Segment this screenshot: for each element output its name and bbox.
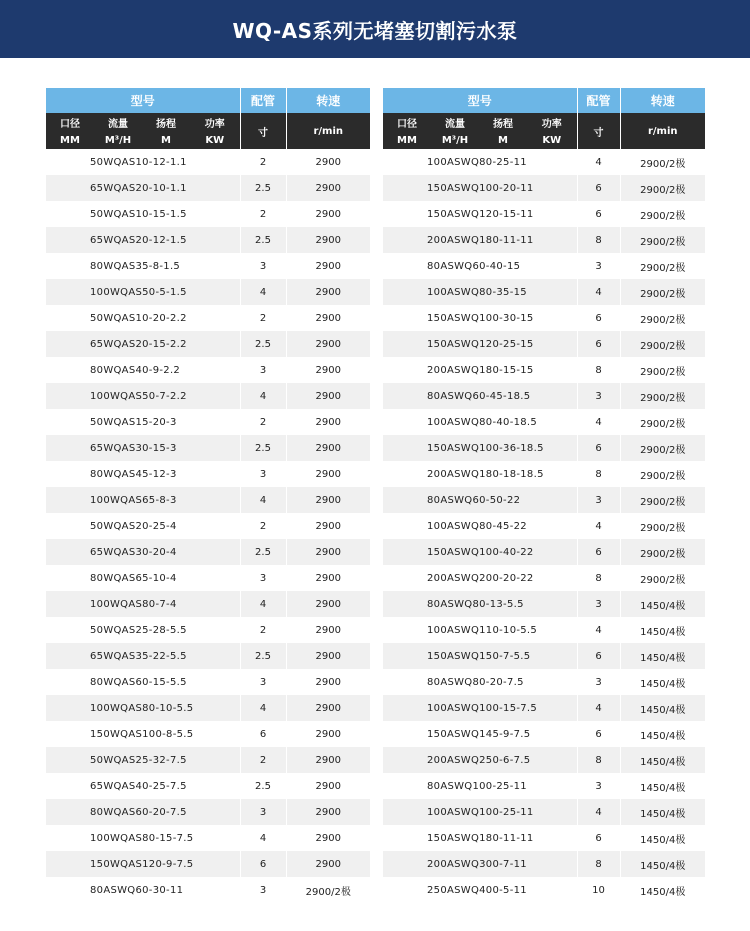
- model-cell: 100WQAS80-15-7.5: [46, 825, 240, 851]
- model-cell: 150ASWQ120-15-11: [383, 201, 577, 227]
- pipe-cell: 3: [577, 487, 620, 513]
- table-row: [46, 357, 370, 383]
- pipe-cell: 2.5: [240, 175, 286, 201]
- table-row: [46, 799, 370, 825]
- pipe-cell: 3: [240, 565, 286, 591]
- model-cell: 150ASWQ145-9-7.5: [383, 721, 577, 747]
- model-cell: 80WQAS40-9-2.2: [46, 357, 240, 383]
- model-cell: 200ASWQ180-18-18.5: [383, 461, 577, 487]
- speed-cell: 2900/2极: [620, 409, 705, 435]
- speed-cell: 2900/2极: [620, 383, 705, 409]
- speed-cell: 2900/2极: [620, 513, 705, 539]
- table-row: [383, 539, 705, 565]
- speed-cell: 2900: [286, 851, 370, 877]
- model-cell: 200ASWQ180-15-15: [383, 357, 577, 383]
- table-row: [46, 487, 370, 513]
- pipe-cell: 8: [577, 227, 620, 253]
- table-row: [46, 383, 370, 409]
- table-row: [383, 747, 705, 773]
- pipe-cell: 2: [240, 201, 286, 227]
- header-bore: 口径: [383, 113, 431, 131]
- table-row: [46, 617, 370, 643]
- pipe-cell: 2.5: [240, 331, 286, 357]
- pipe-cell: 4: [240, 591, 286, 617]
- speed-cell: 2900: [286, 201, 370, 227]
- model-cell: 150ASWQ100-30-15: [383, 305, 577, 331]
- table-row: [46, 513, 370, 539]
- model-cell: 65WQAS30-20-4: [46, 539, 240, 565]
- model-cell: 100ASWQ80-25-11: [383, 149, 577, 175]
- model-cell: 50WQAS10-20-2.2: [46, 305, 240, 331]
- pipe-cell: 8: [577, 851, 620, 877]
- model-cell: 65WQAS40-25-7.5: [46, 773, 240, 799]
- speed-cell: 1450/4极: [620, 721, 705, 747]
- pipe-cell: 3: [240, 357, 286, 383]
- speed-cell: 1450/4极: [620, 643, 705, 669]
- model-cell: 100ASWQ110-10-5.5: [383, 617, 577, 643]
- speed-cell: 2900: [286, 695, 370, 721]
- speed-cell: 1450/4极: [620, 617, 705, 643]
- table-row: [46, 461, 370, 487]
- model-cell: 200ASWQ300-7-11: [383, 851, 577, 877]
- pipe-cell: 4: [577, 513, 620, 539]
- model-cell: 80ASWQ100-25-11: [383, 773, 577, 799]
- model-cell: 150WQAS100-8-5.5: [46, 721, 240, 747]
- pipe-cell: 6: [240, 851, 286, 877]
- table-row: [383, 799, 705, 825]
- pipe-cell: 4: [577, 149, 620, 175]
- table-row: [383, 383, 705, 409]
- pipe-cell: 2: [240, 513, 286, 539]
- speed-cell: 1450/4极: [620, 851, 705, 877]
- model-cell: 80WQAS60-20-7.5: [46, 799, 240, 825]
- speed-cell: 2900/2极: [286, 877, 370, 903]
- table-row: [46, 825, 370, 851]
- model-cell: 100ASWQ100-25-11: [383, 799, 577, 825]
- model-cell: 50WQAS25-28-5.5: [46, 617, 240, 643]
- header-model: 型号: [46, 88, 240, 113]
- table-row: [383, 201, 705, 227]
- speed-cell: 2900: [286, 617, 370, 643]
- pipe-cell: 10: [577, 877, 620, 903]
- header-head: 扬程: [479, 113, 527, 131]
- speed-cell: 2900/2极: [620, 565, 705, 591]
- table-row: [383, 643, 705, 669]
- speed-cell: 2900: [286, 149, 370, 175]
- pipe-cell: 4: [577, 617, 620, 643]
- table-row: [46, 409, 370, 435]
- header-model: 型号: [383, 88, 577, 113]
- model-cell: 80WQAS35-8-1.5: [46, 253, 240, 279]
- pipe-cell: 3: [240, 253, 286, 279]
- table-row: [383, 435, 705, 461]
- table-row: [46, 253, 370, 279]
- page-title: WQ-AS系列无堵塞切割污水泵: [232, 18, 518, 43]
- model-cell: 100WQAS50-5-1.5: [46, 279, 240, 305]
- pipe-cell: 4: [577, 279, 620, 305]
- pipe-cell: 3: [577, 253, 620, 279]
- speed-cell: 2900/2极: [620, 201, 705, 227]
- spec-table-right: [383, 88, 705, 903]
- model-cell: 100ASWQ80-40-18.5: [383, 409, 577, 435]
- pipe-cell: 2: [240, 305, 286, 331]
- speed-cell: 2900/2极: [620, 331, 705, 357]
- table-row: [46, 305, 370, 331]
- model-cell: 65WQAS30-15-3: [46, 435, 240, 461]
- unit-power: KW: [527, 131, 577, 149]
- table-row: [46, 773, 370, 799]
- pipe-cell: 2: [240, 409, 286, 435]
- speed-cell: 1450/4极: [620, 747, 705, 773]
- model-cell: 100ASWQ80-35-15: [383, 279, 577, 305]
- table-row: [46, 435, 370, 461]
- table-row: [383, 773, 705, 799]
- model-cell: 100WQAS50-7-2.2: [46, 383, 240, 409]
- model-cell: 150ASWQ100-40-22: [383, 539, 577, 565]
- model-cell: 50WQAS10-15-1.5: [46, 201, 240, 227]
- speed-cell: 2900/2极: [620, 487, 705, 513]
- header-row-sub: [383, 113, 705, 131]
- speed-cell: 2900/2极: [620, 175, 705, 201]
- pipe-cell: 3: [577, 383, 620, 409]
- speed-cell: 2900: [286, 357, 370, 383]
- header-speed-unit: r/min: [286, 113, 370, 149]
- header-bore: 口径: [46, 113, 94, 131]
- pipe-cell: 8: [577, 357, 620, 383]
- table-row: [383, 721, 705, 747]
- model-cell: 65WQAS20-10-1.1: [46, 175, 240, 201]
- model-cell: 80ASWQ60-45-18.5: [383, 383, 577, 409]
- speed-cell: 2900: [286, 721, 370, 747]
- speed-cell: 2900/2极: [620, 435, 705, 461]
- model-cell: 65WQAS20-12-1.5: [46, 227, 240, 253]
- table-row: [46, 539, 370, 565]
- speed-cell: 2900: [286, 643, 370, 669]
- pipe-cell: 4: [577, 409, 620, 435]
- table-row: [383, 617, 705, 643]
- table-row: [46, 695, 370, 721]
- model-cell: 80ASWQ80-13-5.5: [383, 591, 577, 617]
- header-row-sub: [46, 113, 370, 131]
- header-pipe-unit: 寸: [240, 113, 286, 149]
- speed-cell: 2900: [286, 253, 370, 279]
- header-power: 功率: [527, 113, 577, 131]
- pipe-cell: 2: [240, 617, 286, 643]
- table-row: [46, 331, 370, 357]
- speed-cell: 2900: [286, 409, 370, 435]
- speed-cell: 2900: [286, 799, 370, 825]
- speed-cell: 2900: [286, 513, 370, 539]
- pipe-cell: 2.5: [240, 435, 286, 461]
- model-cell: 200ASWQ250-6-7.5: [383, 747, 577, 773]
- table-row: [383, 695, 705, 721]
- model-cell: 100ASWQ100-15-7.5: [383, 695, 577, 721]
- header-pipe-unit: 寸: [577, 113, 620, 149]
- unit-head: M: [479, 131, 527, 149]
- pipe-cell: 3: [577, 669, 620, 695]
- unit-power: KW: [190, 131, 240, 149]
- pipe-cell: 8: [577, 461, 620, 487]
- model-cell: 100WQAS80-7-4: [46, 591, 240, 617]
- model-cell: 150ASWQ120-25-15: [383, 331, 577, 357]
- unit-bore: MM: [383, 131, 431, 149]
- header-pipe: 配管: [240, 88, 286, 113]
- table-row: [383, 669, 705, 695]
- header-speed-unit: r/min: [620, 113, 705, 149]
- pipe-cell: 4: [240, 487, 286, 513]
- table-row: [383, 513, 705, 539]
- speed-cell: 2900/2极: [620, 539, 705, 565]
- table-row: [383, 487, 705, 513]
- model-cell: 200ASWQ200-20-22: [383, 565, 577, 591]
- model-cell: 80ASWQ60-30-11: [46, 877, 240, 903]
- table-row: [46, 175, 370, 201]
- table-row: [383, 409, 705, 435]
- pipe-cell: 8: [577, 565, 620, 591]
- speed-cell: 2900/2极: [620, 305, 705, 331]
- model-cell: 250ASWQ400-5-11: [383, 877, 577, 903]
- speed-cell: 2900/2极: [620, 279, 705, 305]
- table-row: [46, 565, 370, 591]
- pipe-cell: 4: [577, 799, 620, 825]
- table-row: [383, 461, 705, 487]
- pipe-cell: 4: [240, 695, 286, 721]
- table-row: [46, 149, 370, 175]
- model-cell: 150ASWQ100-20-11: [383, 175, 577, 201]
- table-row: [383, 149, 705, 175]
- table-row: [46, 721, 370, 747]
- table-row: [383, 357, 705, 383]
- header-pipe: 配管: [577, 88, 620, 113]
- right-table-body: [383, 149, 705, 903]
- model-cell: 150ASWQ100-36-18.5: [383, 435, 577, 461]
- table-row: [46, 877, 370, 903]
- model-cell: 200ASWQ180-11-11: [383, 227, 577, 253]
- table-row: [383, 877, 705, 903]
- model-cell: 50WQAS20-25-4: [46, 513, 240, 539]
- pipe-cell: 6: [577, 539, 620, 565]
- header-power: 功率: [190, 113, 240, 131]
- pipe-cell: 2.5: [240, 773, 286, 799]
- speed-cell: 1450/4极: [620, 695, 705, 721]
- table-row: [383, 253, 705, 279]
- spec-table-left: [46, 88, 370, 903]
- table-row: [46, 279, 370, 305]
- speed-cell: 2900: [286, 331, 370, 357]
- pipe-cell: 6: [240, 721, 286, 747]
- header-row-main: [46, 88, 370, 113]
- speed-cell: 2900: [286, 669, 370, 695]
- model-cell: 80WQAS45-12-3: [46, 461, 240, 487]
- unit-flow: M³/H: [94, 131, 142, 149]
- model-cell: 150ASWQ180-11-11: [383, 825, 577, 851]
- model-cell: 50WQAS25-32-7.5: [46, 747, 240, 773]
- table-row: [383, 331, 705, 357]
- speed-cell: 2900: [286, 565, 370, 591]
- model-cell: 100WQAS65-8-3: [46, 487, 240, 513]
- header-speed: 转速: [286, 88, 370, 113]
- speed-cell: 2900: [286, 279, 370, 305]
- pipe-cell: 3: [577, 773, 620, 799]
- table-row: [46, 591, 370, 617]
- table-row: [383, 305, 705, 331]
- pipe-cell: 3: [240, 799, 286, 825]
- pipe-cell: 8: [577, 747, 620, 773]
- model-cell: 80ASWQ60-40-15: [383, 253, 577, 279]
- speed-cell: 2900: [286, 383, 370, 409]
- speed-cell: 2900: [286, 487, 370, 513]
- speed-cell: 1450/4极: [620, 799, 705, 825]
- model-cell: 150WQAS120-9-7.5: [46, 851, 240, 877]
- pipe-cell: 2.5: [240, 643, 286, 669]
- model-cell: 100ASWQ80-45-22: [383, 513, 577, 539]
- model-cell: 150ASWQ150-7-5.5: [383, 643, 577, 669]
- table-row: [46, 669, 370, 695]
- pipe-cell: 6: [577, 175, 620, 201]
- speed-cell: 2900: [286, 227, 370, 253]
- pipe-cell: 4: [240, 383, 286, 409]
- pipe-cell: 6: [577, 305, 620, 331]
- unit-bore: MM: [46, 131, 94, 149]
- table-row: [383, 825, 705, 851]
- table-row: [46, 643, 370, 669]
- speed-cell: 2900: [286, 305, 370, 331]
- table-row: [383, 279, 705, 305]
- speed-cell: 1450/4极: [620, 877, 705, 903]
- speed-cell: 1450/4极: [620, 591, 705, 617]
- pipe-cell: 2.5: [240, 539, 286, 565]
- model-cell: 65WQAS35-22-5.5: [46, 643, 240, 669]
- speed-cell: 2900: [286, 825, 370, 851]
- header-flow: 流量: [431, 113, 479, 131]
- speed-cell: 2900/2极: [620, 461, 705, 487]
- speed-cell: 2900: [286, 175, 370, 201]
- table-row: [46, 851, 370, 877]
- table-row: [383, 851, 705, 877]
- pipe-cell: 3: [577, 591, 620, 617]
- table-row: [46, 201, 370, 227]
- speed-cell: 2900: [286, 461, 370, 487]
- model-cell: 80WQAS60-15-5.5: [46, 669, 240, 695]
- unit-flow: M³/H: [431, 131, 479, 149]
- pipe-cell: 6: [577, 331, 620, 357]
- left-table-body: [46, 149, 370, 903]
- pipe-cell: 3: [240, 877, 286, 903]
- model-cell: 80ASWQ80-20-7.5: [383, 669, 577, 695]
- speed-cell: 2900/2极: [620, 357, 705, 383]
- pipe-cell: 6: [577, 643, 620, 669]
- speed-cell: 2900/2极: [620, 227, 705, 253]
- pipe-cell: 2: [240, 149, 286, 175]
- model-cell: 100WQAS80-10-5.5: [46, 695, 240, 721]
- speed-cell: 2900: [286, 773, 370, 799]
- title-banner: [0, 0, 750, 58]
- pipe-cell: 6: [577, 721, 620, 747]
- speed-cell: 2900: [286, 747, 370, 773]
- header-row-main: [383, 88, 705, 113]
- model-cell: 65WQAS20-15-2.2: [46, 331, 240, 357]
- pipe-cell: 3: [240, 461, 286, 487]
- pipe-cell: 6: [577, 201, 620, 227]
- speed-cell: 2900: [286, 539, 370, 565]
- pipe-cell: 6: [577, 825, 620, 851]
- pipe-cell: 4: [240, 279, 286, 305]
- model-cell: 50WQAS15-20-3: [46, 409, 240, 435]
- speed-cell: 1450/4极: [620, 669, 705, 695]
- model-cell: 50WQAS10-12-1.1: [46, 149, 240, 175]
- speed-cell: 2900/2极: [620, 253, 705, 279]
- speed-cell: 2900: [286, 591, 370, 617]
- speed-cell: 1450/4极: [620, 825, 705, 851]
- pipe-cell: 4: [240, 825, 286, 851]
- pipe-cell: 2.5: [240, 227, 286, 253]
- table-row: [46, 747, 370, 773]
- table-row: [46, 227, 370, 253]
- header-flow: 流量: [94, 113, 142, 131]
- table-row: [383, 565, 705, 591]
- header-head: 扬程: [142, 113, 190, 131]
- pipe-cell: 4: [577, 695, 620, 721]
- table-row: [383, 591, 705, 617]
- model-cell: 80ASWQ60-50-22: [383, 487, 577, 513]
- unit-head: M: [142, 131, 190, 149]
- pipe-cell: 6: [577, 435, 620, 461]
- pipe-cell: 2: [240, 747, 286, 773]
- header-speed: 转速: [620, 88, 705, 113]
- table-row: [383, 175, 705, 201]
- speed-cell: 2900: [286, 435, 370, 461]
- speed-cell: 1450/4极: [620, 773, 705, 799]
- model-cell: 80WQAS65-10-4: [46, 565, 240, 591]
- pipe-cell: 3: [240, 669, 286, 695]
- table-row: [383, 227, 705, 253]
- speed-cell: 2900/2极: [620, 149, 705, 175]
